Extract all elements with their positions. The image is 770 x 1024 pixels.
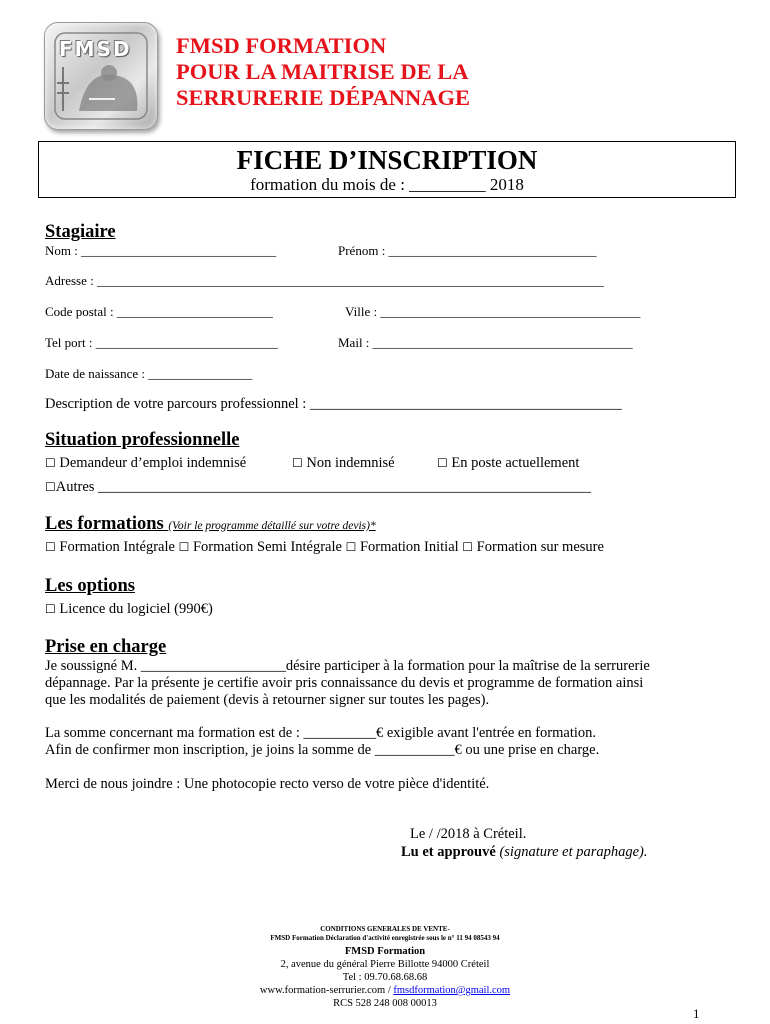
checkbox-icon[interactable]: ☐: [437, 456, 448, 470]
code-postal-field[interactable]: Code postal : ________________________: [45, 304, 273, 319]
footer-rcs: RCS 528 248 008 00013: [333, 998, 437, 1009]
org-title-line-1: FMSD FORMATION: [176, 33, 387, 58]
situation-option-label: Non indemnisé: [306, 455, 395, 471]
logo-text: FMSD: [59, 37, 132, 61]
signature-approval: [401, 844, 648, 861]
situation-option-label: En poste actuellement: [451, 455, 580, 471]
section-situation-heading: Situation professionnelle: [45, 430, 240, 450]
fmsd-logo: [44, 22, 158, 130]
footer-tel: Tel : 09.70.68.68.68: [342, 972, 428, 983]
approved-note: (signature et paraphage).: [499, 844, 648, 860]
formations-options-row: [45, 539, 604, 556]
prise-piece-identite-line: Merci de nous joindre : Une photocopie recto verso de votre pièce d'identité.: [45, 776, 490, 792]
footer-company: FMSD Formation: [344, 946, 426, 957]
tel-field[interactable]: Tel port : ____________________________: [45, 335, 278, 350]
prise-paragraph-line-1: Je soussigné M. ____________________désire participer à la formation pour la maîtrise de la serrurerie: [45, 658, 650, 674]
organization-title: [176, 33, 470, 111]
checkbox-icon[interactable]: ☐: [45, 456, 56, 470]
checkbox-icon[interactable]: ☐: [45, 602, 56, 616]
checkbox-icon[interactable]: ☐: [462, 540, 474, 554]
ville-field[interactable]: Ville : ________________________________________: [345, 304, 641, 319]
formations-note: (Voir le programme détaillé sur votre devis)*: [168, 520, 376, 532]
option-label: Licence du logiciel (990€): [59, 601, 213, 617]
footer-cgv: CONDITIONS GENERALES DE VENTE-: [320, 925, 450, 933]
adresse-field[interactable]: Adresse : ______________________________________________________________________________: [45, 273, 604, 288]
prise-paragraph-line-2: dépannage. Par la présente je certifie avoir pris connaissance du devis et programme de formation ainsi: [45, 675, 644, 691]
section-formations-heading: [45, 513, 376, 537]
fiche-title-box: [38, 141, 736, 198]
footer-declaration: FMSD Formation Déclaration d'activité enregistrée sous le n° 11 94 08543 94: [270, 934, 500, 942]
parcours-field[interactable]: Description de votre parcours professionnel : ___________________________________________: [45, 396, 622, 412]
formation-option-label: Formation Semi Intégrale: [192, 539, 342, 555]
footer-address: 2, avenue du général Pierre Billotte 94000 Créteil: [280, 959, 490, 970]
signature-date-line: Le / /2018 à Créteil.: [410, 826, 527, 842]
section-options-heading: Les options: [45, 576, 135, 596]
form-month-field[interactable]: formation du mois de : _________ 2018: [250, 175, 524, 194]
nom-field[interactable]: Nom : ______________________________: [45, 243, 277, 258]
formation-option-sur-mesure[interactable]: [462, 539, 604, 555]
formation-option-initial[interactable]: [346, 539, 459, 555]
checkbox-icon[interactable]: ☐: [45, 540, 56, 554]
checkbox-icon[interactable]: ☐: [292, 456, 303, 470]
formation-option-label: Formation sur mesure: [476, 539, 604, 555]
section-prise-en-charge-heading: Prise en charge: [45, 637, 167, 657]
prenom-field[interactable]: Prénom : ________________________________: [338, 243, 597, 258]
prise-somme-line: La somme concernant ma formation est de : __________€ exigible avant l'entrée en formation.: [45, 725, 597, 741]
situation-option-autres[interactable]: [45, 479, 591, 496]
footer-email-link[interactable]: fmsdformation@gmail.com: [393, 985, 511, 996]
footer-web: [0, 984, 770, 997]
formation-option-integrale[interactable]: [45, 539, 175, 555]
form-title: FICHE D’INSCRIPTION: [236, 145, 538, 175]
checkbox-icon[interactable]: ☐: [178, 540, 190, 554]
formation-option-label: Formation Initial: [359, 539, 459, 555]
naissance-field[interactable]: Date de naissance : ________________: [45, 366, 253, 381]
org-title-line-2: POUR LA MAITRISE DE LA: [176, 59, 469, 84]
situation-option-en-poste[interactable]: [437, 455, 579, 472]
checkbox-icon[interactable]: ☐: [45, 480, 56, 494]
checkbox-icon[interactable]: ☐: [345, 540, 357, 554]
formation-option-label: Formation Intégrale: [59, 539, 175, 555]
footer-website[interactable]: www.formation-serrurier.com /: [259, 985, 394, 996]
mail-field[interactable]: Mail : ________________________________________: [338, 335, 633, 350]
situation-option-non-indemnise[interactable]: [292, 455, 395, 472]
autres-field[interactable]: Autres ____________________________________________________________________: [55, 479, 592, 495]
formations-heading-text: Les formations: [45, 514, 164, 534]
option-licence-logiciel[interactable]: [45, 601, 213, 618]
org-title-line-3: SERRURERIE DÉPANNAGE: [176, 85, 470, 110]
page-number: 1: [693, 1006, 700, 1021]
prise-confirmation-line: Afin de confirmer mon inscription, je joins la somme de ___________€ ou une prise en charge.: [45, 742, 600, 758]
formation-option-semi[interactable]: [179, 539, 342, 555]
situation-option-label: Demandeur d’emploi indemnisé: [59, 455, 247, 471]
approved-label: Lu et approuvé: [401, 844, 496, 860]
situation-option-demandeur[interactable]: [45, 455, 246, 472]
section-stagiaire-heading: Stagiaire: [45, 222, 116, 242]
prise-paragraph-line-3: que les modalités de paiement (devis à retourner signer sur toutes les pages).: [45, 692, 490, 708]
